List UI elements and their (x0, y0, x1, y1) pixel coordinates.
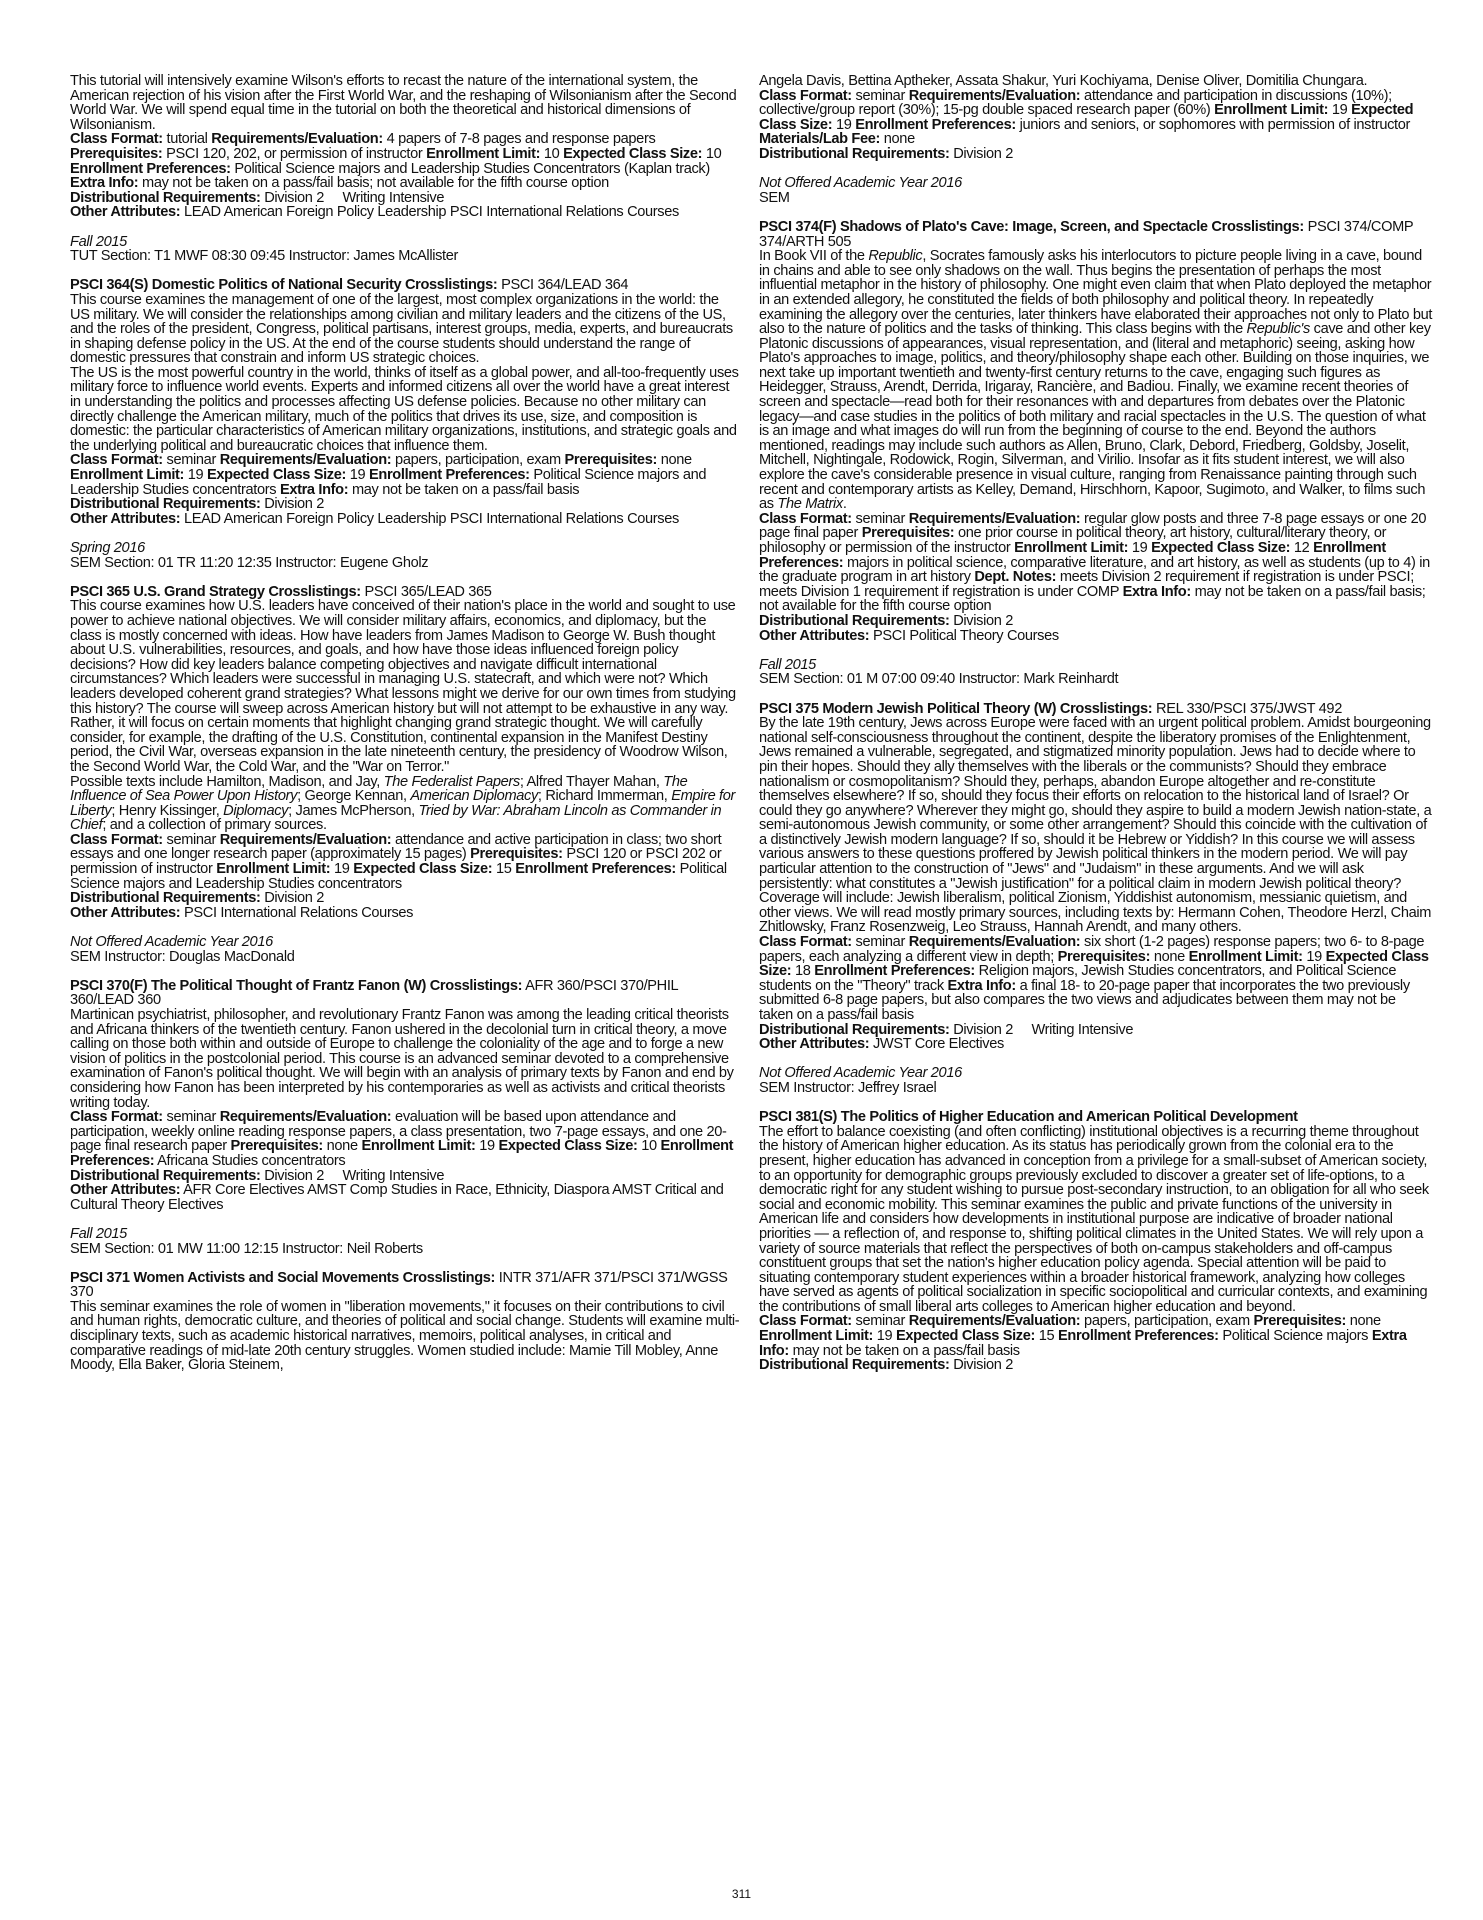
prerequisites: none (326, 1138, 358, 1155)
course-title: PSCI 375 Modern Jewish Political Theory (W) (759, 700, 1057, 717)
prerequisites-label: Prerequisites: (564, 452, 657, 469)
course-texts (70, 775, 740, 833)
term: Not Offered Academic Year 2016 (759, 175, 962, 192)
class-size: 12 (1293, 540, 1310, 556)
section-info: SEM (759, 189, 790, 206)
distributional-row (70, 497, 740, 512)
attributes: PSCI International Relations Courses (183, 904, 414, 921)
class-size-label: Expected Class Size: (759, 102, 1414, 133)
class-size: 15 (1038, 1328, 1055, 1345)
enrollment-limit: 19 (1131, 540, 1148, 556)
distributional: Division 2 Writing Intensive (953, 1021, 1134, 1038)
course-details (70, 1110, 740, 1168)
distributional: Division 2 (953, 1357, 1013, 1374)
course-title: PSCI 370(F) The Political Thought of Frantz Fanon (W) (70, 977, 427, 994)
distributional-label: Distributional Requirements: (759, 612, 950, 629)
crosslistings: PSCI 364/LEAD 364 (501, 277, 629, 294)
attributes-label: Other Attributes: (70, 510, 181, 527)
class-format-label: Class Format: (759, 87, 852, 104)
requirements-label: Requirements/Evaluation: (211, 131, 383, 148)
class-format-label: Class Format: (759, 934, 852, 951)
attributes: AFR Core Electives AMST Comp Studies in Race, Ethnicity, Diaspora AMST Critical and Cultural Theory Electives (70, 1182, 724, 1213)
enrollment-preferences-label: Enrollment Preferences: (855, 116, 1016, 133)
extra-info: a final 18- to 20-page paper that incorporates the two previously submitted 6-8 page papers, but also compares the two views and adjudicates between them may not be taken on a pass/fail basis (759, 977, 1410, 1023)
distributional: Division 2 Writing Intensive (264, 1167, 445, 1184)
attributes-row (759, 629, 1433, 644)
class-format-label: Class Format: (70, 1109, 163, 1126)
attributes-row (759, 1037, 1433, 1052)
distributional-row (759, 1023, 1433, 1038)
requirements-label: Requirements/Evaluation: (908, 1313, 1081, 1330)
class-size-label: Expected Class Size: (896, 1328, 1036, 1345)
prerequisites: one prior course in political theory, art history, cultural/literary theory, or philosophy or permission of the instructor (759, 525, 1387, 556)
attributes: PSCI Political Theory Courses (872, 627, 1059, 644)
class-size: 15 (495, 861, 512, 878)
class-size: 19 (349, 467, 366, 484)
prerequisites-label: Prerequisites: (70, 145, 163, 162)
course-details (759, 935, 1433, 1023)
course-heading (759, 220, 1433, 249)
course-title: PSCI 365 U.S. Grand Strategy (70, 583, 265, 600)
section-info: SEM Section: 01 M 07:00 09:40 Instructor: Mark Reinhardt (759, 671, 1119, 688)
section-info: SEM Section: 01 MW 11:00 12:15 Instructor: Neil Roberts (70, 1240, 423, 1257)
extra-info: may not be taken on a pass/fail basis; not available for the fifth course option (759, 583, 1426, 615)
class-format-label: Class Format: (759, 510, 852, 527)
extra-info-label: Extra Info: (947, 977, 1016, 994)
requirements: papers, participation, exam (395, 452, 561, 469)
enrollment-preferences: Political Science majors and Leadership Studies concentrators (70, 467, 707, 498)
term: Not Offered Academic Year 2016 (759, 1065, 962, 1082)
course-description: Angela Davis, Bettina Aptheker, Assata Shakur, Yuri Kochiyama, Denise Oliver, Domitilia Chungara. (759, 73, 1368, 89)
prerequisites-label: Prerequisites: (1057, 948, 1151, 965)
requirements-label: Requirements/Evaluation: (219, 831, 392, 848)
lab-fee-label: Materials/Lab Fee: (759, 131, 881, 148)
prerequisites: none (1153, 948, 1185, 965)
course-details (70, 833, 740, 891)
course-title: PSCI 374(F) Shadows of Plato's Cave: Image, Screen, and Spectacle (759, 218, 1208, 235)
distributional-label: Distributional Requirements: (70, 1167, 261, 1184)
crosslistings: PSCI 374/COMP 374/ARTH 505 (759, 218, 1414, 250)
description-part: cave and other key Platonic discussions of appearances, visual representation, and (literal and metaphoric) seeing, asking how Plato's approaches to image, politics, and theory/philosophy shape each other. Building on those inquiries, we next take up important twentieth and twenty-first century returns to the cave, engaging such figures as Heidegger, Strauss, Arendt, Derrida, Irigaray, Rancière, and Badiou. Finally, we examine recent theories of screen and spectacle—read both for their resonances with and departures from debates over the Platonic legacy—and case studies in the politics of both military and racial spectacles in the U.S. The question of what is an image and what images do will run from the beginning of course to the end. Beyond the authors mentioned, readings may include such authors as Allen, Bruno, Clark, Debord, Friedberg, Goldsby, Joselit, Mitchell, Nightingale, Rodowick, Rogin, Silverman, and Virilio. Insofar as it fits student interest, we will also explore the cave's considerable presence in visual culture, ranging from Renaissance painting through such recent and contemporary artists as Kelley, Demand, Hirschhorn, Kapoor, Sugimoto, and Walker, to films such as (759, 321, 1431, 513)
distributional-label: Distributional Requirements: (759, 145, 950, 162)
attributes-row (70, 205, 740, 220)
enrollment-limit-label: Enrollment Limit: (759, 1328, 874, 1345)
prerequisites: PSCI 120, 202, or permission of instructor (166, 145, 423, 162)
prerequisites-label: Prerequisites: (861, 525, 955, 542)
course-psci-381 (759, 1110, 1433, 1373)
enrollment-preferences: Political Science majors and Leadership Studies concentrators (70, 861, 727, 892)
course-title: PSCI 371 Women Activists and Social Movements (70, 1269, 399, 1286)
prerequisites: none (1349, 1313, 1381, 1330)
crosslistings: PSCI 365/LEAD 365 (364, 583, 492, 600)
class-size: 10 (705, 145, 722, 162)
section-info: SEM Section: 01 TR 11:20 12:35 Instructor: Eugene Gholz (70, 554, 429, 571)
lab-fee: none (883, 131, 915, 148)
enrollment-limit-label: Enrollment Limit: (1188, 948, 1303, 965)
description-part: . (842, 496, 847, 513)
right-column (759, 74, 1433, 1373)
course-heading (759, 702, 1433, 717)
enrollment-limit-label: Enrollment Limit: (1214, 102, 1329, 119)
course-description-2: The US is the most powerful country in the world, thinks of itself as a global power, and all-too-frequently uses military force to influence world events. Experts and informed citizens all over the world have a great interest in understanding the politics and processes affecting US defense policies. Because no other military can directly challenge the American military, much of the politics that drives its use, size, and composition is domestic: the particular characteristics of American military organizations, institutions, and strategic goals and the underlying political and bureaucratic choices that influence them. (70, 364, 739, 454)
section-info: SEM Instructor: Jeffrey Israel (759, 1079, 937, 1096)
prerequisites-label: Prerequisites: (230, 1138, 323, 1155)
prerequisites-label: Prerequisites: (1253, 1313, 1346, 1330)
enrollment-limit-label: Enrollment Limit: (216, 861, 331, 878)
enrollment-limit: 19 (1306, 948, 1322, 965)
term: Fall 2015 (70, 233, 127, 250)
enrollment-limit: 19 (187, 467, 204, 484)
attributes-label: Other Attributes: (759, 627, 870, 644)
requirements-label: Requirements/Evaluation: (908, 510, 1081, 527)
crosslistings-label: Crosslistings: (268, 583, 361, 600)
texts-part: ; James McPherson, (288, 802, 419, 819)
distributional-label: Distributional Requirements: (759, 1021, 950, 1038)
class-format-label: Class Format: (70, 131, 163, 148)
crosslistings: INTR 371/AFR 371/PSCI 371/WGSS 370 (70, 1269, 728, 1301)
course-details (70, 453, 740, 497)
course-description: This tutorial will intensively examine Wilson's efforts to recast the nature of the international system, the American rejection of his vision after the First World War, and the reshaping of Wilsonianism after the Second World War. We will spend equal time in the tutorial on both the theoretical and historical dimensions of Wilsonianism. (70, 73, 737, 133)
course-description: This course examines the management of one of the largest, most complex organizations in the world: the US military. We will consider the relationships among civilian and military leaders and the citizens of the US, and the roles of the president, Congress, political partisans, interest groups, media, experts, and bureaucrats in shaping defense policy in the US. At the end of the course students should understand the range of domestic pressures that constrain and inform US strategic choices. (70, 291, 733, 367)
class-size-label: Expected Class Size: (563, 145, 703, 162)
book-title: The Federalist Papers (383, 773, 520, 790)
enrollment-preferences-label: Enrollment Preferences: (814, 963, 975, 980)
section-info: SEM Instructor: Douglas MacDonald (70, 948, 295, 965)
enrollment-preferences: Africana Studies concentrators (157, 1152, 346, 1169)
extra-info: may not be taken on a pass/fail basis (351, 481, 580, 498)
attributes-label: Other Attributes: (759, 1036, 870, 1053)
class-format: seminar (166, 452, 216, 469)
prerequisites: PSCI 120 or PSCI 202 or permission of instructor (70, 846, 722, 878)
distributional: Division 2 (264, 890, 324, 907)
crosslistings-label: Crosslistings: (429, 977, 523, 994)
course-heading (70, 1271, 740, 1300)
attributes: JWST Core Electives (872, 1036, 1004, 1053)
distributional-row (70, 891, 740, 906)
course-psci-365 (70, 585, 740, 964)
requirements: attendance and active participation in class; two short essays and one longer research paper (approximately 15 pages) (70, 831, 722, 863)
distributional-label: Distributional Requirements: (70, 496, 261, 513)
class-format: seminar (166, 831, 216, 848)
requirements: attendance and participation in discussions (10%); collective/group report (30%); 15-pg double spaced research paper (60%) (759, 87, 1392, 119)
course-description: By the late 19th century, Jews across Europe were faced with an urgent political problem. Amidst bourgeoning national self-consciousness throughout the continent, despite the liberatory promises of the Enlightenment, Jews remained a vulnerable, segregated, and stigmatized minority population. Jews had to decide where to pin their hopes. Should they ally themselves with the liberals or the communists? Should they embrace nationalism or cosmopolitanism? Should they, perhaps, abandon Europe altogether and re-constitute themselves elsewhere? If so, should they focus their efforts on relocation to the historical land of Israel? Or could they go anywhere? Wherever they might go, should they aspire to build a modern Jewish nation-state, a semi-autonomous Jewish community, or some other arrangement? Should this coincide with the cultivation of a distinctively Jewish modern language? If so, should it be Hebrew or Yiddish? In this course we will assess various answers to these questions proffered by Jewish political thinkers in the modern period. We will pay particular attention to the construction of "Jews" and "Judaism" in these arguments. And we will ask persistently: what constitutes a "Jewish justification" for a political claim in modern Jewish political theory? Coverage will include: Jewish liberalism, political Zionism, Yiddishist autonomism, messianic quietism, and other views. We will read mostly primary sources, including texts by: Hermann Cohen, Theodore Herzl, Chaim Zhitlowsky, Franz Rosenzweig, Leo Strauss, Hannah Arendt, and many others. (759, 715, 1432, 936)
texts-part: ; Richard Immerman, (537, 788, 672, 805)
course-heading (70, 278, 740, 293)
class-format: tutorial (166, 131, 208, 148)
enrollment-preferences: Political Science majors and Leadership Studies Concentrators (Kaplan track) (234, 160, 710, 177)
attributes: LEAD American Foreign Policy Leadership PSCI International Relations Courses (183, 204, 679, 221)
requirements: 4 papers of 7-8 pages and response papers (386, 131, 656, 148)
class-format: seminar (855, 934, 905, 951)
texts-part: Possible texts include Hamilton, Madison, and Jay, (70, 773, 384, 790)
course-psci-375 (759, 702, 1433, 1096)
course-psci-374 (759, 220, 1433, 687)
requirements-label: Requirements/Evaluation: (219, 452, 392, 469)
enrollment-preferences: Religion majors, Jewish Studies concentrators, and Political Science students on the "Theory" track (759, 963, 1397, 994)
term: Fall 2015 (70, 1225, 127, 1242)
distributional: Division 2 (264, 496, 324, 513)
course-title: PSCI 381(S) The Politics of Higher Education and American Political Development (759, 1109, 1298, 1126)
enrollment-preferences-label: Enrollment Preferences: (369, 467, 530, 484)
course-details (70, 132, 740, 190)
enrollment-limit-label: Enrollment Limit: (70, 467, 185, 484)
enrollment-limit: 19 (876, 1328, 893, 1345)
course-heading (70, 585, 740, 600)
term: Spring 2016 (70, 540, 145, 556)
crosslistings: AFR 360/PSCI 370/PHIL 360/LEAD 360 (70, 977, 678, 1009)
extra-info-label: Extra Info: (1122, 583, 1191, 600)
class-size-label: Expected Class Size: (759, 948, 1429, 980)
enrollment-preferences-label: Enrollment Preferences: (515, 861, 676, 878)
distributional-row (70, 1169, 740, 1184)
enrollment-preferences: majors in political science, comparative literature, and art history, as well as students (up to 4) in the graduate program in art history (759, 554, 1430, 586)
course-heading (70, 979, 740, 1008)
course-description: The effort to balance coexisting (and often conflicting) institutional objectives is a recurring theme throughout the history of American higher education. As its status has periodically grown from the colonial era to the present, higher education has advanced in conception from a privilege for a small-subset of American society, to an opportunity for demographic groups previously excluded to discover a greater set of life-options, to a democratic right for any student wishing to pursue post-secondary instruction, to an obligation for all who seek social and economic mobility. This seminar examines the public and private functions of the university in American life and considers how developments in institutional purpose are indicative of broader national priorities — a reflection of, and response to, shifting political climates in the United States. We will rely upon a variety of source materials that reflect the perspectives of both on-campus stakeholders and off-campus constituent groups that set the nation's higher education policy agenda. Special attention will be paid to situating contemporary student experiences within a broader historical framework, analyzing how colleges have served as agents of political socialization in specific sociopolitical and curricular contexts, and examining the contributions of small liberal arts colleges to American higher education and beyond. (759, 1123, 1429, 1315)
course-psci-371-continued (759, 74, 1433, 205)
enrollment-limit: 19 (1331, 102, 1348, 119)
course-details (759, 1314, 1433, 1358)
distributional-label: Distributional Requirements: (759, 1357, 950, 1374)
attributes-row (70, 906, 740, 921)
attributes: LEAD American Foreign Policy Leadership PSCI International Relations Courses (183, 510, 679, 527)
texts-part: ; Henry Kissinger, (111, 802, 224, 819)
requirements-label: Requirements/Evaluation: (908, 934, 1081, 951)
extra-info: may not be taken on a pass/fail basis; not available for the fifth course option (142, 175, 609, 192)
distributional-label: Distributional Requirements: (70, 890, 261, 907)
extra-info-label: Extra Info: (279, 481, 349, 498)
prerequisites-label: Prerequisites: (470, 846, 563, 863)
distributional: Division 2 Writing Intensive (264, 189, 445, 206)
course-psci-371 (70, 1271, 740, 1373)
enrollment-preferences-label: Enrollment Preferences: (70, 160, 231, 177)
extra-info-label: Extra Info: (70, 175, 139, 192)
course-description: This course examines how U.S. leaders have conceived of their nation's place in the world and sought to use power to achieve national objectives. We will consider military affairs, economics, and diplomacy, but the class is mostly concerned with ideas. How have leaders from James Madison to George W. Bush thought about U.S. vulnerabilities, resources, and goals, and how have those ideas influenced foreign policy decisions? How did key leaders balance competing objectives and navigate difficult international circumstances? Which leaders were successful in managing U.S. statecraft, and which were not? Which leaders developed coherent grand strategies? What lessons might we derive for our own times from studying this history? The course will sweep across American history but will not attempt to be exhaustive in any way. Rather, it will focus on certain moments that highlight changing grand strategic thought. We will carefully consider, for example, the drafting of the U.S. Constitution, continental expansion in the Manifest Destiny period, the Civil War, overseas expansion in the late nineteenth century, the presidency of Woodrow Wilson, the Second World War, the Cold War, and the "War on Terror." (70, 598, 736, 775)
attributes-label: Other Attributes: (70, 1182, 181, 1199)
page-number: 311 (731, 1887, 752, 1901)
class-format: seminar (855, 87, 905, 104)
description-part: In Book VII of the (759, 248, 869, 265)
requirements: regular glow posts and three 7-8 page essays or one 20 page final paper (759, 510, 1427, 542)
enrollment-preferences-label: Enrollment Preferences: (70, 1138, 734, 1169)
distributional-row (759, 147, 1433, 162)
term: Fall 2015 (759, 656, 816, 673)
book-title: Empire for Liberty (70, 788, 736, 819)
texts-part: ; and a collection of primary sources. (102, 817, 327, 834)
film-title: The Matrix (777, 496, 843, 513)
left-column (70, 74, 740, 1373)
class-size-label: Expected Class Size: (1151, 540, 1291, 556)
course-psci-370 (70, 979, 740, 1256)
enrollment-preferences-label: Enrollment Preferences: (759, 540, 1386, 571)
prerequisites: none (660, 452, 692, 469)
book-title: The Influence of Sea Power Upon History (70, 773, 688, 805)
course-description: This seminar examines the role of women in "liberation movements," it focuses on their contributions to civil and human rights, democratic culture, and theories of political and social change. Students will examine multi-disciplinary texts, such as academic historical narratives, memoirs, political analyses, in critical and comparative readings of mid-late 20th century struggles. Women studied include: Mamie Till Mobley, Anne Moody, Ella Baker, Gloria Steinem, (70, 1298, 740, 1374)
requirements: evaluation will be based upon attendance and participation, weekly online reading response papers, a class presentation, two 7-page essays, and one 20-page final research paper (70, 1109, 727, 1155)
course-description: Martinican psychiatrist, philosopher, and revolutionary Frantz Fanon was among the leading critical theorists and Africana thinkers of the twentieth century. Fanon ushered in the decolonial turn in critical theory, a move calling on those both within and outside of Europe to challenge the coloniality of the age and to forge a new vision of politics in the postcolonial period. This course is an advanced seminar devoted to a comprehensive examination of Fanon's political thought. We will begin with an analysis of primary texts by Fanon and end by considering how Fanon has been interpreted by his contemporaries as well as activists and critical theorists writing today. (70, 1007, 734, 1111)
distributional-row (70, 191, 740, 206)
dept-notes: meets Division 2 requirement if registration is under PSCI; meets Division 1 requirement if registration is under COMP (759, 569, 1414, 600)
term: Not Offered Academic Year 2016 (70, 934, 273, 951)
enrollment-limit-label: Enrollment Limit: (426, 145, 541, 162)
distributional-row (759, 614, 1433, 629)
section-info: TUT Section: T1 MWF 08:30 09:45 Instructor: James McAllister (70, 248, 459, 265)
enrollment-limit-label: Enrollment Limit: (361, 1138, 476, 1155)
crosslistings-label: Crosslistings: (1211, 218, 1304, 235)
enrollment-limit-label: Enrollment Limit: (1014, 540, 1129, 556)
attributes-row (70, 1183, 740, 1212)
book-title: Tried by War: Abraham Lincoln as Commander in Chief (70, 802, 722, 834)
course-description (759, 249, 1433, 512)
extra-info-label: Extra Info: (759, 1328, 1407, 1359)
distributional: Division 2 (953, 612, 1013, 629)
texts-part: ; Alfred Thayer Mahan, (519, 773, 664, 790)
enrollment-limit: 10 (543, 145, 560, 162)
class-size-label: Expected Class Size: (498, 1138, 638, 1155)
attributes-label: Other Attributes: (70, 904, 181, 921)
distributional-label: Distributional Requirements: (70, 189, 261, 206)
crosslistings-label: Crosslistings: (404, 277, 498, 294)
class-size: 18 (795, 963, 811, 980)
class-format: seminar (855, 1313, 905, 1330)
class-size-label: Expected Class Size: (353, 861, 493, 878)
enrollment-limit: 19 (479, 1138, 495, 1155)
class-format-label: Class Format: (70, 831, 163, 848)
class-size: 19 (835, 116, 852, 133)
book-title: Republic's (1246, 321, 1310, 338)
enrollment-preferences: juniors and seniors, or sophomores with permission of instructor (1019, 116, 1411, 133)
crosslistings-label: Crosslistings: (402, 1269, 496, 1286)
course-psci-364 (70, 278, 740, 570)
class-format-label: Class Format: (759, 1313, 852, 1330)
class-size-label: Expected Class Size: (207, 467, 347, 484)
attributes-row (70, 512, 740, 527)
book-title: American Diplomacy (410, 788, 538, 805)
class-size: 10 (641, 1138, 657, 1155)
enrollment-preferences: Political Science majors (1222, 1328, 1369, 1345)
course-details (759, 512, 1433, 614)
class-format-label: Class Format: (70, 452, 163, 469)
dept-notes-label: Dept. Notes: (974, 569, 1057, 586)
attributes-label: Other Attributes: (70, 204, 181, 221)
enrollment-preferences-label: Enrollment Preferences: (1058, 1328, 1219, 1345)
course-details (759, 89, 1433, 147)
course-title: PSCI 364(S) Domestic Politics of National Security (70, 277, 402, 294)
course-wilson-tutorial (70, 74, 740, 264)
enrollment-limit: 19 (333, 861, 350, 878)
extra-info: may not be taken on a pass/fail basis (792, 1342, 1020, 1359)
class-format: seminar (855, 510, 905, 527)
crosslistings-label: Crosslistings: (1059, 700, 1153, 717)
book-title: Republic (868, 248, 923, 265)
description-part: , Socrates famously asks his interlocutors to picture people living in a cave, bound in chains and able to see only shadows on the wall. Thus begins the presentation of perhaps the most influential metaphor in the history of philosophy. One might even claim that when Plato deployed the metaphor in an extended allegory, he constituted the fields of both philosophy and political theory. In repeatedly examining the allegory over the centuries, later thinkers have elaborated their approaches not only to Plato but also to the nature of politics and the tasks of thinking. This class begins with the (759, 248, 1433, 338)
requirements: six short (1-2 pages) response papers; two 6- to 8-page papers, each analyzing a different view in depth; (759, 934, 1425, 965)
requirements-label: Requirements/Evaluation: (908, 87, 1081, 104)
book-title: Diplomacy (223, 802, 289, 819)
requirements: papers, participation, exam (1084, 1313, 1250, 1330)
requirements-label: Requirements/Evaluation: (219, 1109, 392, 1126)
texts-part: ; George Kennan, (297, 788, 411, 805)
crosslistings: REL 330/PSCI 375/JWST 492 (1156, 700, 1342, 717)
distributional: Division 2 (953, 145, 1013, 162)
class-format: seminar (166, 1109, 216, 1126)
distributional-row (759, 1358, 1433, 1373)
